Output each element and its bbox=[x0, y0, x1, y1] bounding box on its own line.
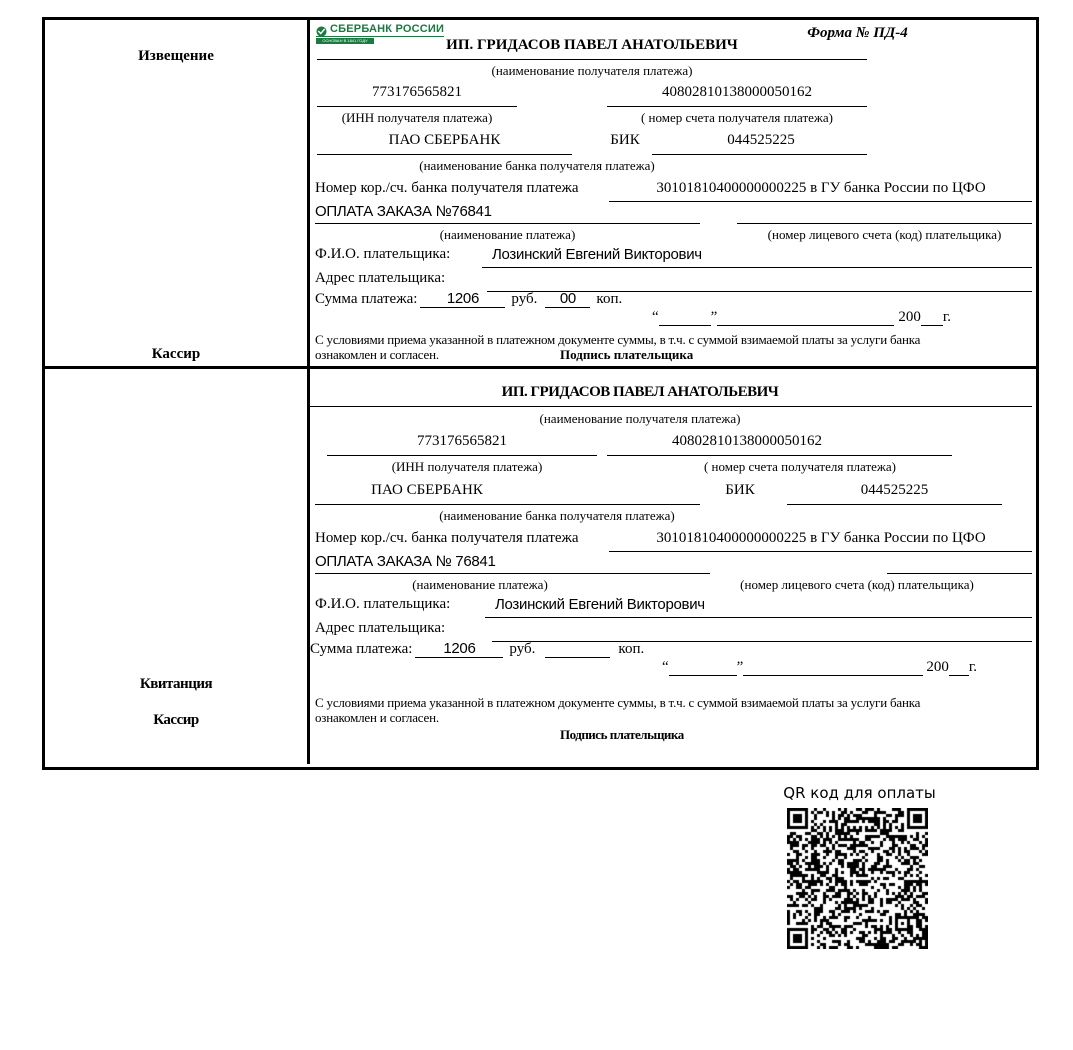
date-month-blank bbox=[717, 325, 894, 326]
date-row bbox=[662, 659, 977, 676]
bank-name-value: ПАО СБЕРБАНК bbox=[371, 482, 483, 498]
blank-line bbox=[607, 455, 952, 456]
agreement-text-line1: С условиями приема указанной в платежном документе суммы, в т.ч. с суммой взимаемой платы за услуги банка bbox=[315, 332, 921, 347]
blank-line bbox=[317, 154, 572, 155]
year-blank bbox=[949, 675, 969, 676]
blank-line bbox=[317, 106, 517, 107]
inn-caption: (ИНН получателя платежа) bbox=[341, 110, 493, 125]
payee-name: ИП. ГРИДАСОВ ПАВЕЛ АНАТОЛЬЕВИЧ bbox=[446, 37, 738, 53]
blank-line bbox=[327, 455, 597, 456]
receipt-cashier-label: Кассир bbox=[153, 712, 199, 728]
date-day-blank bbox=[659, 325, 711, 326]
corr-account-label: Номер кор./сч. банка получателя платежа bbox=[315, 180, 579, 196]
account-value: 40802810138000050162 bbox=[662, 84, 812, 100]
receipt-side-cell bbox=[45, 369, 310, 764]
payer-signature-label: Подпись плательщика bbox=[560, 347, 694, 362]
year-suffix: г. bbox=[968, 659, 978, 675]
account-caption: ( номер счета получателя платежа) bbox=[640, 110, 834, 125]
date-row bbox=[652, 309, 951, 326]
qr-caption: QR код для оплаты bbox=[783, 784, 936, 802]
rub-label: руб. bbox=[509, 641, 536, 657]
blank-line bbox=[609, 201, 1032, 202]
payee-name-caption: (наименование получателя платежа) bbox=[539, 411, 741, 426]
qr-code-image bbox=[787, 808, 928, 949]
payer-fio-value: Лозинский Евгений Викторович bbox=[492, 246, 702, 263]
agreement-text-line2: ознакомлен и согласен. bbox=[315, 710, 439, 725]
payment-name-caption: (наименование платежа) bbox=[439, 227, 576, 242]
blank-line bbox=[310, 406, 1032, 407]
inn-value: 773176565821 bbox=[417, 433, 507, 449]
form-number-title: Форма № ПД-4 bbox=[807, 25, 908, 41]
sum-label: Сумма платежа: bbox=[310, 641, 413, 657]
year-blank bbox=[921, 325, 943, 326]
corr-account-value: 30101810400000000225 в ГУ банка России по ЦФО bbox=[656, 530, 986, 546]
corr-account-label: Номер кор./сч. банка получателя платежа bbox=[315, 530, 579, 546]
close-quote: ” bbox=[710, 309, 718, 325]
notice-side-label: Извещение bbox=[138, 48, 214, 64]
bik-value: 044525225 bbox=[727, 132, 795, 148]
blank-line bbox=[609, 551, 1032, 552]
payment-sum-row bbox=[310, 640, 644, 658]
payer-fio-label: Ф.И.О. плательщика: bbox=[315, 596, 451, 612]
close-quote: ” bbox=[736, 659, 744, 675]
blank-line bbox=[607, 106, 867, 107]
inn-value: 773176565821 bbox=[372, 84, 462, 100]
bik-label: БИК bbox=[610, 132, 640, 148]
receipt-content-cell bbox=[310, 369, 1036, 764]
notice-content-cell bbox=[310, 20, 1036, 366]
blank-line bbox=[317, 59, 867, 60]
bik-label: БИК bbox=[725, 482, 755, 498]
open-quote: “ bbox=[662, 659, 669, 675]
open-quote: “ bbox=[652, 309, 659, 325]
bank-name-caption: (наименование банка получателя платежа) bbox=[439, 508, 675, 523]
agreement-text-line1: С условиями приема указанной в платежном документе суммы, в т.ч. с суммой взимаемой платы за услуги банка bbox=[315, 695, 921, 710]
blank-line bbox=[485, 617, 1032, 618]
payer-fio-label: Ф.И.О. плательщика: bbox=[315, 246, 451, 262]
sum-kop-value bbox=[545, 657, 610, 658]
payer-address-label: Адрес плательщика: bbox=[315, 620, 446, 636]
notice-section bbox=[45, 20, 1036, 369]
account-value: 40802810138000050162 bbox=[672, 433, 822, 449]
rub-label: руб. bbox=[511, 291, 538, 307]
year-prefix: 200 bbox=[898, 309, 921, 325]
bik-value: 044525225 bbox=[860, 482, 929, 498]
blank-line bbox=[887, 573, 1032, 574]
kop-label: коп. bbox=[596, 291, 623, 307]
payment-name-caption: (наименование платежа) bbox=[412, 577, 548, 592]
payee-name-caption: (наименование получателя платежа) bbox=[491, 63, 693, 78]
payer-fio-value: Лозинский Евгений Викторович bbox=[495, 596, 705, 613]
bank-name-value: ПАО СБЕРБАНК bbox=[388, 132, 501, 148]
sum-label: Сумма платежа: bbox=[315, 291, 418, 307]
blank-line bbox=[482, 267, 1032, 268]
agreement-text-line2: ознакомлен и согласен. bbox=[315, 347, 439, 362]
sberbank-logo-icon bbox=[316, 24, 327, 35]
inn-caption: (ИНН получателя платежа) bbox=[391, 459, 543, 474]
sum-kop-value: 00 bbox=[545, 290, 590, 308]
sberbank-logo-text: СБЕРБАНК РОССИИ bbox=[330, 23, 445, 35]
blank-line bbox=[315, 573, 710, 574]
payer-signature-label: Подпись плательщика bbox=[560, 727, 684, 742]
sum-rub-value: 1206 bbox=[415, 640, 503, 658]
blank-line bbox=[315, 504, 700, 505]
payee-name: ИП. ГРИДАСОВ ПАВЕЛ АНАТОЛЬЕВИЧ bbox=[501, 384, 779, 400]
blank-line bbox=[787, 504, 1002, 505]
date-day-blank bbox=[669, 675, 737, 676]
payment-name-value: ОПЛАТА ЗАКАЗА № 76841 bbox=[315, 553, 496, 570]
notice-cashier-label: Кассир bbox=[151, 346, 201, 362]
kop-label: коп. bbox=[618, 641, 645, 657]
payment-sum-row bbox=[315, 290, 622, 308]
year-suffix: г. bbox=[942, 309, 952, 325]
blank-line bbox=[315, 223, 700, 224]
corr-account-value: 30101810400000000225 в ГУ банка России по ЦФО bbox=[656, 180, 986, 196]
sberbank-logo-tagline: ОСНОВАН В 1841 ГОДУ bbox=[316, 38, 374, 44]
blank-line bbox=[652, 154, 867, 155]
payment-name-value: ОПЛАТА ЗАКАЗА №76841 bbox=[315, 203, 492, 220]
blank-line bbox=[737, 223, 1032, 224]
receipt-side-label: Квитанция bbox=[139, 676, 213, 692]
payer-address-label: Адрес плательщика: bbox=[315, 270, 446, 286]
date-month-blank bbox=[743, 675, 923, 676]
pd4-form-table bbox=[42, 17, 1039, 770]
sum-rub-value: 1206 bbox=[420, 290, 505, 308]
year-prefix: 200 bbox=[926, 659, 949, 675]
bank-name-caption: (наименование банка получателя платежа) bbox=[419, 158, 655, 173]
sberbank-logo-row bbox=[316, 23, 444, 37]
personal-account-caption: (номер лицевого счета (код) плательщика) bbox=[767, 227, 1002, 242]
personal-account-caption: (номер лицевого счета (код) плательщика) bbox=[740, 577, 974, 592]
notice-side-cell bbox=[45, 20, 310, 366]
receipt-section bbox=[45, 369, 1036, 764]
account-caption: ( номер счета получателя платежа) bbox=[703, 459, 897, 474]
